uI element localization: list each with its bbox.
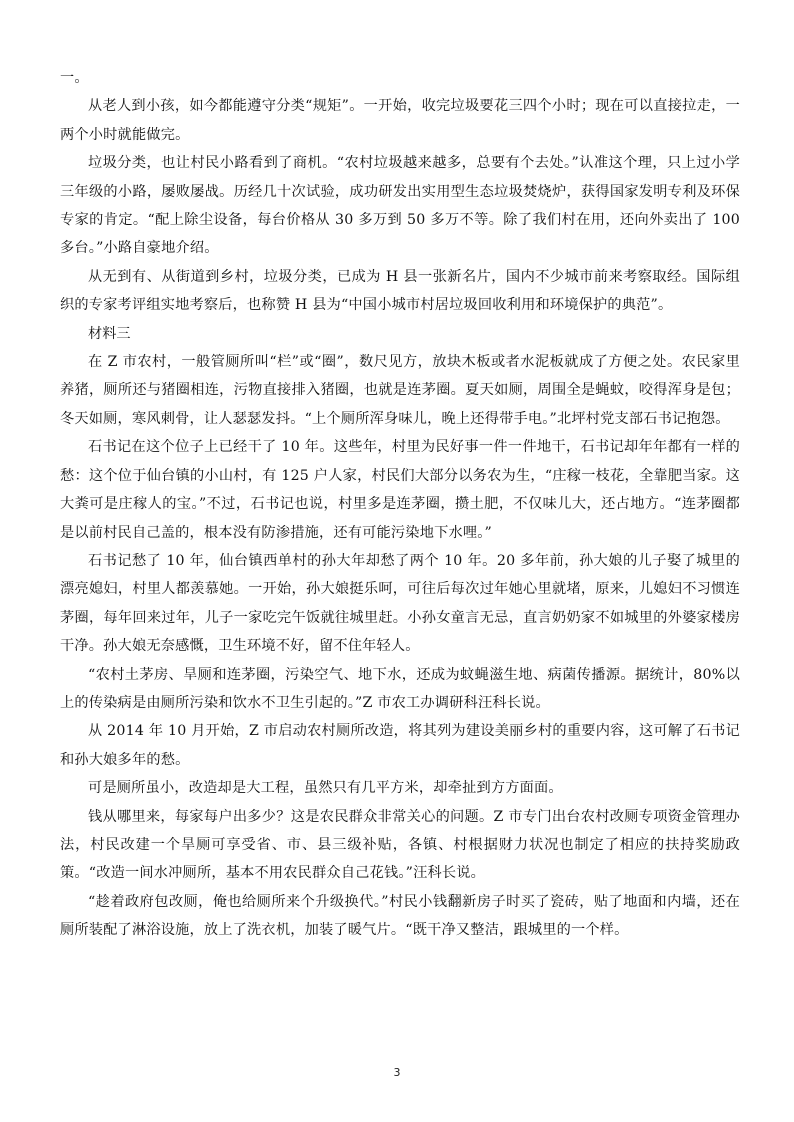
paragraph: 石书记在这个位子上已经干了 10 年。这些年，村里为民好事一件一件地干，石书记却年年都有一样的愁：这个位于仙台镇的小山村，有 125 户人家，村民们大部分以务农为生，“庄稼一枝花，全靠肥当家。这大粪可是庄稼人的宝。”不过，石书记也说，村里多是连茅圈，攒土肥，不仅味儿大，还占地方。“连茅圈都是以前村民自己盖的，根本没有防渗措施，还有可能污染地下水哩。” bbox=[60, 439, 740, 541]
paragraph: 钱从哪里来，每家每户出多少？这是农民群众非常关心的问题。Z 市专门出台农村改厕专项资金管理办法，村民改建一个旱厕可享受省、市、县三级补贴，各镇、村根据财力状况也制定了相应的扶持奖励政策。“改造一间水冲厕所，基本不用农民群众自己花钱。”汪科长说。 bbox=[60, 808, 740, 882]
document-body bbox=[60, 64, 740, 945]
paragraph: 垃圾分类，也让村民小路看到了商机。“农村垃圾越来越多，总要有个去处。”认准这个理，只上过小学三年级的小路，屡败屡战。历经几十次试验，成功研发出实用型生态垃圾焚烧炉，获得国家发明专利及环保专家的肯定。“配上除尘设备，每台价格从 30 多万到 50 多万不等。除了我们村在用，还向外卖出了 100 多台。”小路自豪地介绍。 bbox=[60, 155, 740, 257]
paragraph: 可是厕所虽小，改造却是大工程，虽然只有几平方米，却牵扯到方方面面。 bbox=[88, 780, 563, 797]
paragraph: “趁着政府包改厕，俺也给厕所来个升级换代。”村民小钱翻新房子时买了瓷砖，贴了地面和内墙，还在厕所装配了淋浴设施，放上了洗衣机，加装了暖气片。“既干净又整洁，跟城里的一个样。 bbox=[60, 893, 740, 939]
section-heading: 材料三 bbox=[88, 325, 131, 342]
paragraph: 在 Z 市农村，一般管厕所叫“栏”或“圈”，数尺见方，放块木板或者水泥板就成了方便之处。农民家里养猪，厕所还与猪圈相连，污物直接排入猪圈，也就是连茅圈。夏天如厕，周围全是蝇蚊，咬得浑身是包；冬天如厕，寒风刺骨，让人瑟瑟发抖。“上个厕所浑身味儿，晚上还得带手电。”北坪村党支部石书记抱怨。 bbox=[60, 354, 740, 427]
paragraph: “农村土茅房、旱厕和连茅圈，污染空气、地下水，还成为蚊蝇滋生地、病菌传播源。据统计，80%以上的传染病是由厕所污染和饮水不卫生引起的。”Z 市农工办调研科汪科长说。 bbox=[60, 666, 740, 711]
paragraph: 从 2014 年 10 月开始，Z 市启动农村厕所改造，将其列为建设美丽乡村的重要内容，这可解了石书记和孙大娘多年的愁。 bbox=[60, 723, 740, 768]
paragraph: 从无到有、从街道到乡村，垃圾分类，已成为 H 县一张新名片，国内不少城市前来考察取经。国际组织的专家考评组实地考察后，也称赞 H 县为“中国小城市村居垃圾回收利用和环境保护的典范”。 bbox=[60, 268, 740, 314]
paragraph: 石书记愁了 10 年，仙台镇西单村的孙大年却愁了两个 10 年。20 多年前，孙大娘的儿子娶了城里的漂亮媳妇，村里人都羡慕她。一开始，孙大娘挺乐呵，可往后每次过年她心里就堵，原来，儿媳妇不习惯连茅圈，每年回来过年，儿子一家吃完午饭就往城里赶。小孙女童言无忌，直言奶奶家不如城里的外婆家楼房干净。孙大娘无奈感慨，卫生环境不好，留不住年轻人。 bbox=[60, 552, 740, 655]
paragraph-continuation: 一。 bbox=[60, 70, 89, 86]
page-number: 3 bbox=[393, 1066, 401, 1079]
paragraph: 从老人到小孩，如今都能遵守分类“规矩”。一开始，收完垃圾要花三四个小时；现在可以直接拉走，一两个小时就能做完。 bbox=[60, 98, 740, 143]
